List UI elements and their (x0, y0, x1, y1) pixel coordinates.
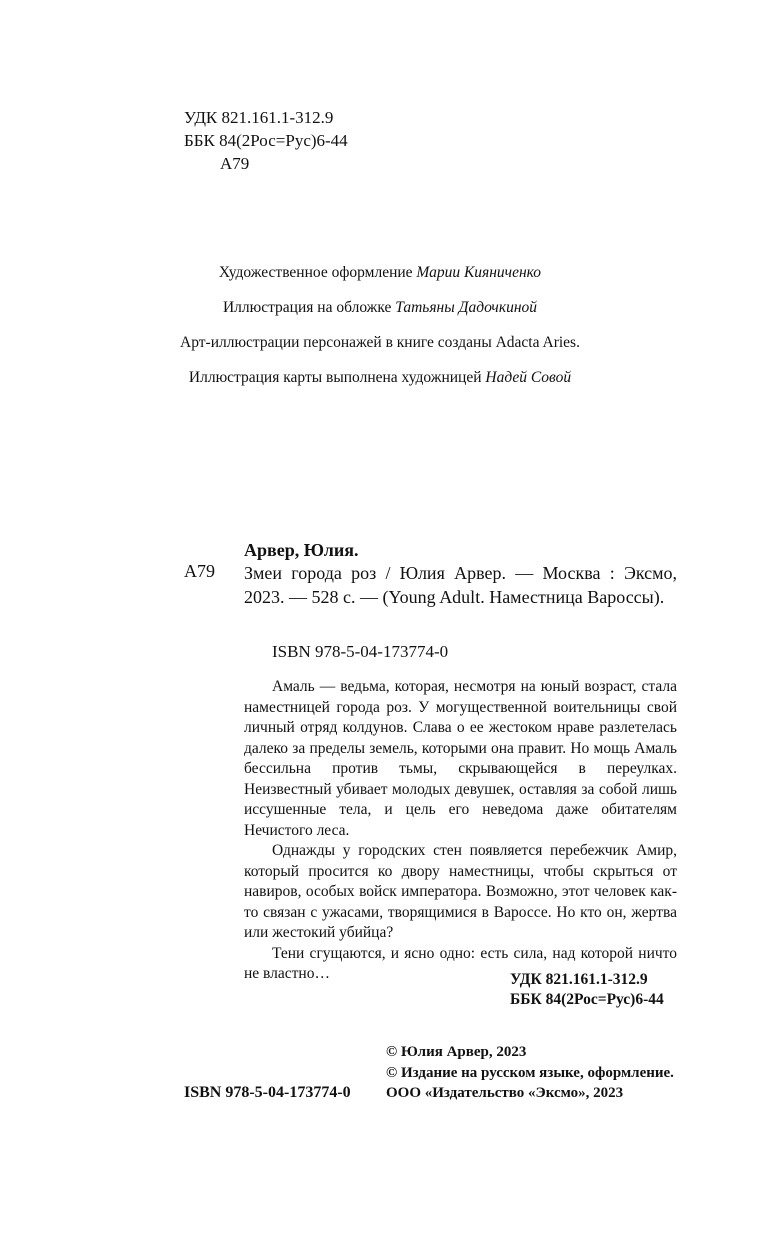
entry-description: Змеи города роз / Юлия Арвер. — Москва : Эксмо, 2023. — 528 с. — (Young Adult. Наместница Вароссы). (244, 563, 677, 607)
copyright-block (386, 1042, 674, 1084)
credits-block (150, 262, 610, 402)
entry-isbn: ISBN 978-5-04-173774-0 (272, 642, 449, 661)
credit-map-name: Надей Совой (485, 369, 572, 386)
author-mark: А79 (220, 154, 250, 173)
copyright-isbn: ISBN 978-5-04-173774-0 (184, 1084, 351, 1101)
annotation-paragraph: Тени сгущаются, и ясно одно: есть сила, над которой ничто не властно… (244, 944, 677, 982)
udk-code-bottom: УДК 821.161.1-312.9 (510, 971, 648, 988)
classification-block (184, 106, 348, 175)
credit-map: Иллюстрация карты выполнена художницей Надей Совой (188, 369, 572, 386)
credit-design: Художественное оформление Марии Кияниченко (218, 264, 542, 281)
credit-cover: Иллюстрация на обложке Татьяны Дадочкиной (222, 299, 538, 316)
annotation-paragraph: Однажды у городских стен появляется перебежчик Амир, который просится ко двору наместницы, чтобы скрыться от навиров, особых войск императора. Возможно, этот человек как-то связан с ужасами, творящимися в Вароссе. Но кто он, жертва или жестокий убийца? (244, 842, 677, 941)
credit-characters: Арт-иллюстрации персонажей в книге созданы Adacta Aries. (180, 334, 580, 351)
credit-cover-name: Татьяны Дадочкиной (395, 299, 538, 316)
entry-code: А79 (184, 561, 215, 581)
copyright-edition: © Издание на русском языке, оформление. (386, 1065, 674, 1081)
annotation (244, 677, 677, 985)
udk-code: УДК 821.161.1-312.9 (184, 108, 334, 127)
classification-bottom (510, 970, 664, 1010)
credit-design-name: Марии Кияниченко (416, 264, 542, 281)
entry-author: Арвер, Юлия. (244, 540, 359, 560)
bbk-code-bottom: ББК 84(2Рос=Рус)6-44 (510, 991, 664, 1008)
bbk-code: ББК 84(2Рос=Рус)6-44 (184, 131, 348, 150)
copyright-author: © Юлия Арвер, 2023 (386, 1044, 527, 1060)
annotation-paragraph: Амаль — ведьма, которая, несмотря на юный возраст, стала наместницей города роз. У могущественной воительницы свой личный отряд колдунов. Слава о ее жестоком нраве разлетелась далеко за пределы земель, которыми она правит. Но мощь Амаль бессильна против тьмы, скрывающейся в переулках. Неизвестный убивает молодых девушек, оставляя за собой лишь иссушенные тела, и цель его неведома даже обитателям Нечистого леса. (244, 678, 677, 839)
copyright-publisher: ООО «Издательство «Эксмо», 2023 (386, 1085, 624, 1101)
